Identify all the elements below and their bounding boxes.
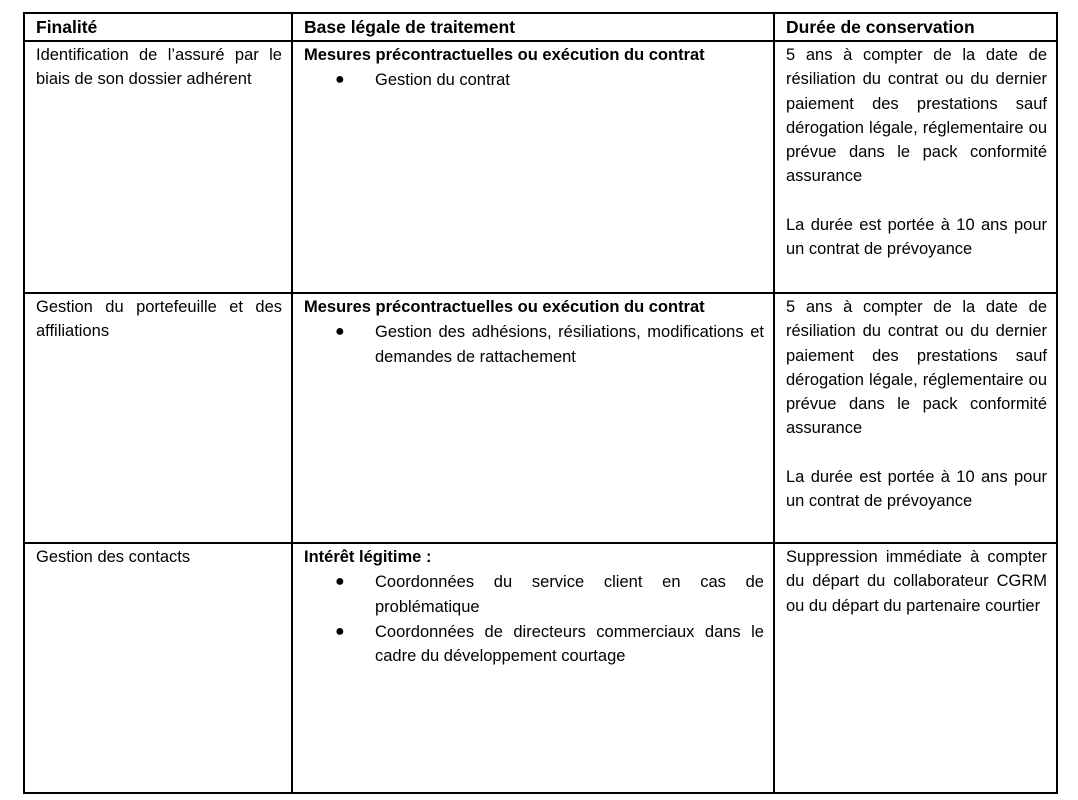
table-header-row	[24, 13, 1057, 41]
list-item	[335, 570, 764, 619]
header-base-legale: Base légale de traitement	[292, 13, 774, 41]
list-item	[335, 620, 764, 669]
duree-paragraph: 5 ans à compter de la date de résiliation du contrat ou du dernier paiement des prestations sauf dérogation légale, réglementaire ou prévue dans le pack conformité assurance	[786, 298, 1047, 438]
legal-basis-title: Intérêt légitime :	[304, 548, 432, 566]
list-item	[335, 320, 764, 369]
duree-cell	[774, 41, 1057, 293]
finalite-cell	[24, 543, 292, 793]
bullet-icon: ●	[335, 71, 345, 89]
header-duree: Durée de conservation	[774, 13, 1057, 41]
legal-basis-title: Mesures précontractuelles ou exécution du contrat	[304, 298, 705, 316]
duree-cell	[774, 543, 1057, 793]
base-legale-cell	[292, 543, 774, 793]
table-row	[24, 293, 1057, 543]
bullet-icon: ●	[335, 573, 345, 591]
retention-table	[23, 12, 1058, 794]
finalite-cell	[24, 293, 292, 543]
list-item-text: Gestion du contrat	[375, 71, 510, 90]
list-item-text: Gestion des adhésions, résiliations, modifications et demandes de rattachement	[375, 323, 764, 366]
legal-basis-title: Mesures précontractuelles ou exécution du contrat	[304, 46, 705, 64]
finalite-text: Gestion des contacts	[36, 548, 191, 566]
bullet-icon: ●	[335, 622, 345, 640]
finalite-cell	[24, 41, 292, 293]
finalite-text: Gestion du portefeuille et des affiliations	[36, 298, 282, 341]
list-item-text: Coordonnées du service client en cas de problématique	[375, 573, 764, 616]
duree-paragraph: 5 ans à compter de la date de résiliation du contrat ou du dernier paiement des prestations sauf dérogation légale, réglementaire ou prévue dans le pack conformité assurance	[786, 46, 1047, 186]
list-item-text: Coordonnées de directeurs commerciaux dans le cadre du développement courtage	[375, 622, 764, 666]
duree-cell	[774, 293, 1057, 543]
table-row	[24, 41, 1057, 293]
legal-basis-list	[304, 570, 764, 668]
duree-paragraph: Suppression immédiate à compter du départ du collaborateur CGRM ou du départ du partenaire courtier	[786, 548, 1047, 615]
header-finalite: Finalité	[24, 13, 292, 41]
base-legale-cell	[292, 41, 774, 293]
bullet-icon: ●	[335, 323, 345, 341]
list-item	[335, 68, 764, 92]
legal-basis-list	[304, 68, 764, 92]
duree-paragraph: La durée est portée à 10 ans pour un contrat de prévoyance	[786, 467, 1047, 511]
finalite-text: Identification de l’assuré par le biais de son dossier adhérent	[36, 46, 282, 89]
table-row	[24, 543, 1057, 793]
base-legale-cell	[292, 293, 774, 543]
duree-paragraph: La durée est portée à 10 ans pour un contrat de prévoyance	[786, 215, 1047, 259]
legal-basis-list	[304, 320, 764, 369]
